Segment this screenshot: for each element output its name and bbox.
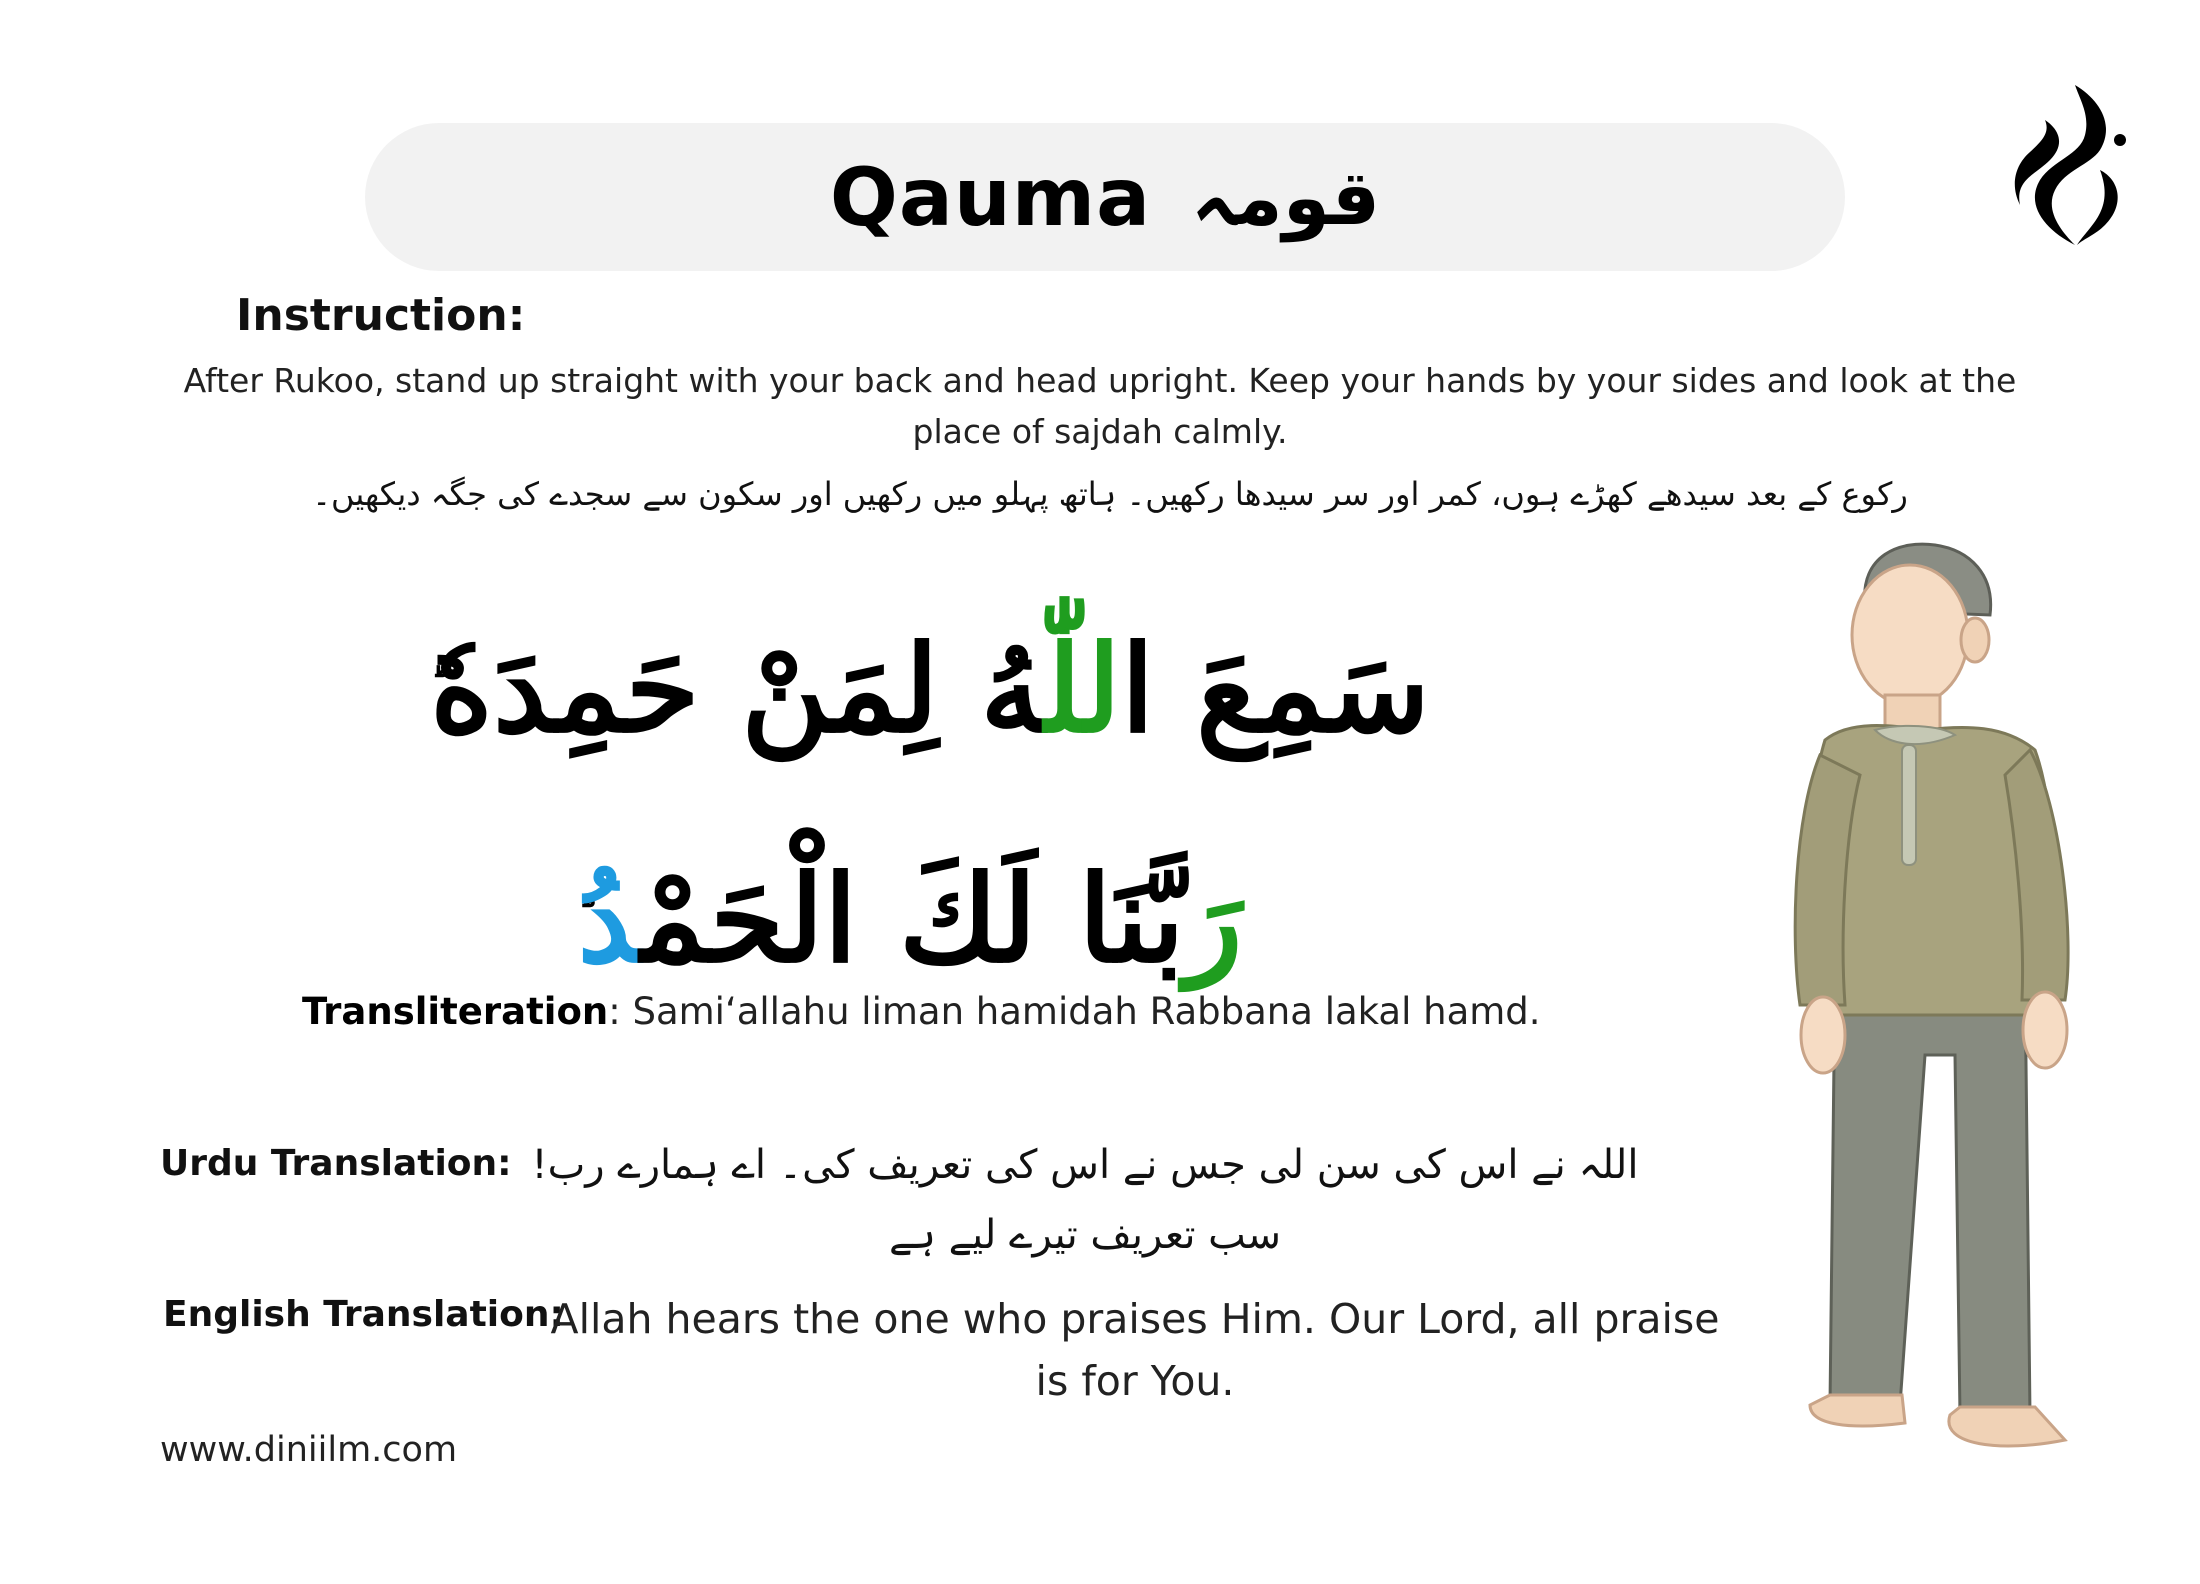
website-link[interactable]: www.diniilm.com — [160, 1430, 458, 1470]
urdu-translation-label: Urdu Translation: — [160, 1143, 512, 1184]
page-title-urdu: قومہ — [1191, 152, 1381, 242]
arabic-dua-line-2 — [500, 830, 1320, 1010]
transliteration-text: : Sami‘allahu liman hamidah Rabbana lakal hamd. — [608, 990, 1541, 1033]
transliteration — [302, 990, 1541, 1033]
page-title: Qauma — [829, 150, 1152, 244]
transliteration-label: Transliteration — [302, 990, 609, 1033]
english-translation-text: Allah hears the one who praises Him. Our Lord, all praise is for You. — [550, 1295, 1720, 1405]
arabic-line1-part3: هُ لِمَنْ حَمِدَهٗ — [430, 619, 1045, 760]
calligraphy-logo-icon — [2005, 80, 2135, 250]
standing-man-illustration — [1790, 535, 2080, 1455]
english-translation-label: English Translation: — [163, 1294, 564, 1335]
arabic-allah-word: للّٰ — [1044, 619, 1121, 760]
urdu-translation-text: اللہ نے اس کی سن لی جس نے اس کی تعریف کی۔ اے ہمارے رب! سب تعریف تیرے لیے ہے — [531, 1142, 1639, 1258]
arabic-line2-part1: رَ — [1184, 849, 1243, 990]
title-banner — [365, 123, 1845, 271]
arabic-dua-line-1 — [420, 600, 1440, 780]
arabic-line2-part2: بَّنَا لَكَ الْحَمْ — [640, 849, 1185, 990]
arabic-line1-part1: سَمِعَ ا — [1120, 619, 1430, 760]
instruction-label: Instruction: — [236, 290, 526, 341]
arabic-line2-part3: دُ — [577, 849, 641, 990]
instruction-urdu: رکوع کے بعد سیدھے کھڑے ہوں، کمر اور سر سیدھا رکھیں۔ ہاتھ پہلو میں رکھیں اور سکون سے سجدے کی جگہ دیکھیں۔ — [312, 475, 1908, 513]
instruction-english: After Rukoo, stand up straight with your back and head upright. Keep your hands by your sides and look at the place of sajdah calmly. — [183, 361, 2017, 451]
